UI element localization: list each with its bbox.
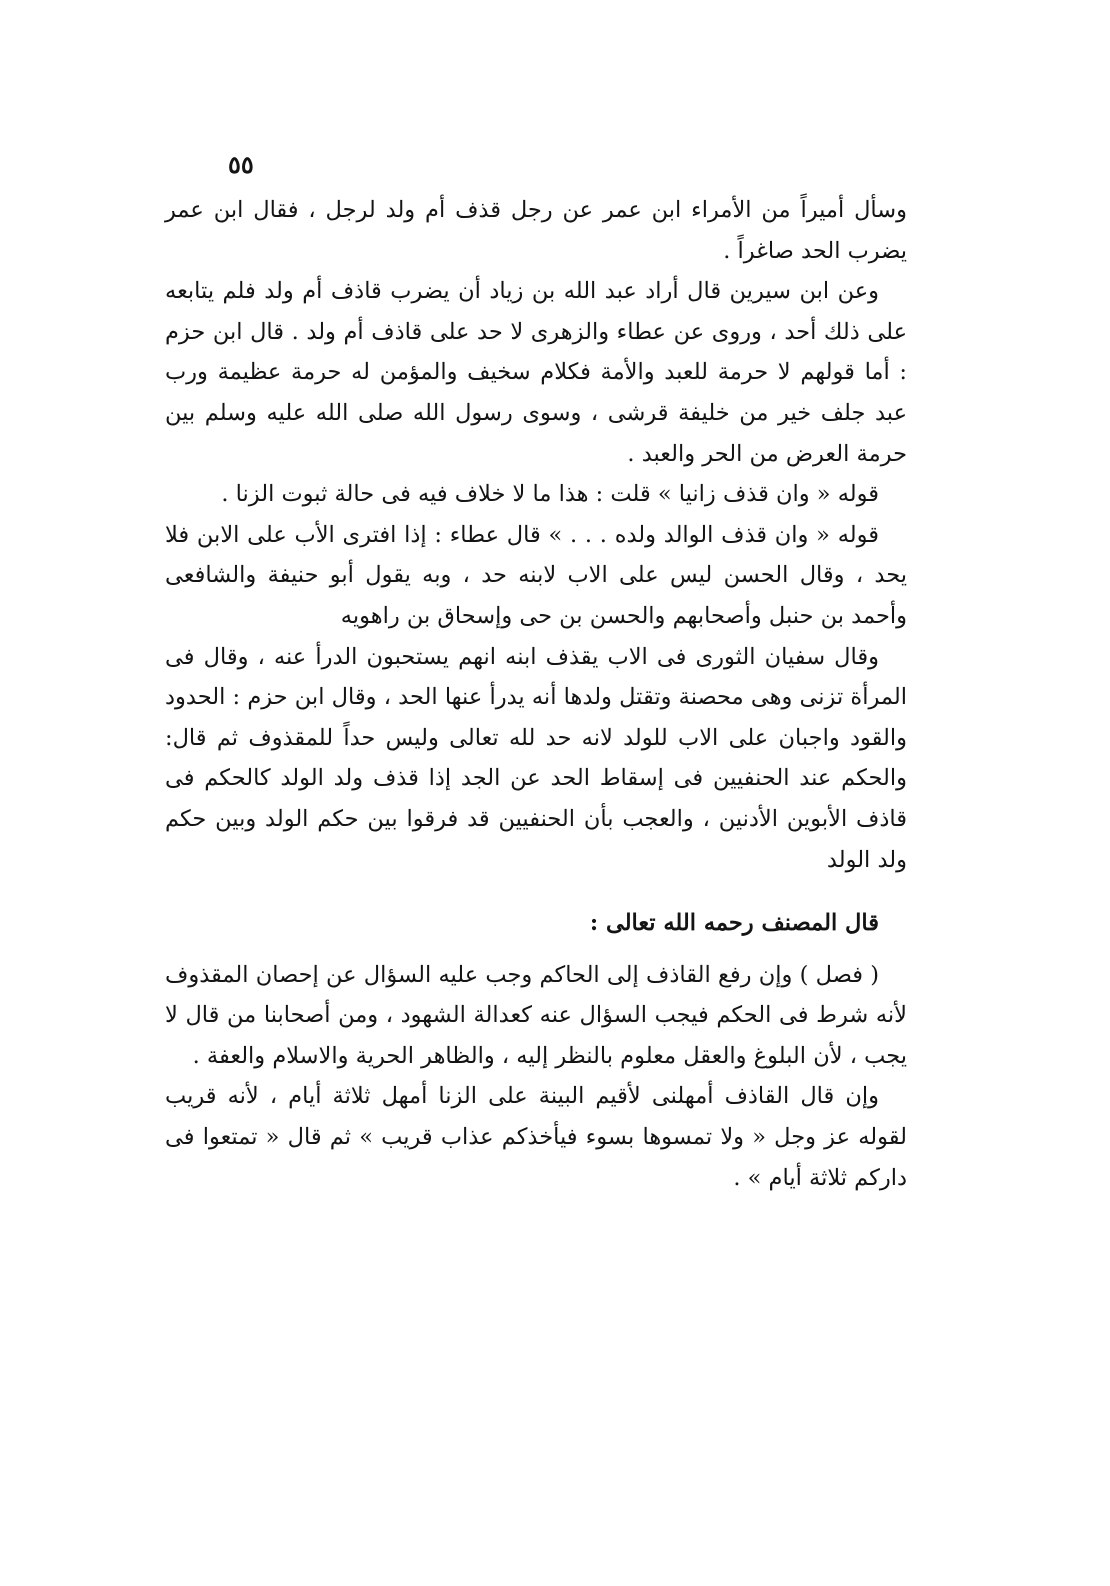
section-heading: قال المصنف رحمه الله تعالى : (589, 910, 879, 937)
paragraph: وإن قال القاذف أمهلنى لأقيم البينة على الزنا أمهل ثلاثة أيام ، لأنه قريب لقوله عز وجل « ولا تمسوها بسوء فيأخذكم عذاب قريب » ثم قال « تمتعوا فى داركم ثلاثة أيام » . (165, 1083, 907, 1191)
paragraph: وقال سفيان الثورى فى الاب يقذف ابنه انهم يستحبون الدرأ عنه ، وقال فى المرأة تزنى وهى محصنة وتقتل ولدها أنه يدرأ عنها الحد ، وقال ابن حزم : الحدود والقود واجبان على الاب للولد لانه حد لله تعالى وليس حداً للمقذوف ثم قال: والحكم عند الحنفيين فى إسقاط الحد عن الجد إذا قذف ولد الولد كالحكم فى قاذف الأبوين الأدنين ، والعجب بأن الحنفيين قد فرقوا بين حكم الولد وبين حكم ولد الولد (165, 643, 908, 873)
page-number: ٥٥ (228, 150, 254, 179)
paragraph: قوله « وان قذف زانيا » قلت : هذا ما لا خلاف فيه فى حالة ثبوت الزنا . (221, 481, 879, 508)
paragraph: قوله « وان قذف الوالد ولده . . . » قال عطاء : إذا افترى الأب على الابن فلا يحد ، وقال الحسن ليس على الاب لابنه حد ، وبه يقول أبو حنيفة والشافعى وأحمد بن حنبل وأصحابهم والحسن بن حى وإسحاق بن راهويه (165, 521, 907, 629)
paragraph: وعن ابن سيرين قال أراد عبد الله بن زياد أن يضرب قاذف أم ولد فلم يتابعه على ذلك أحد ، وروى عن عطاء والزهرى لا حد على قاذف أم ولد . قال ابن حزم : أما قولهم لا حرمة للعبد والأمة فكلام سخيف والمؤمن له حرمة عظيمة ورب عبد جلف خير من خليفة قرشى ، وسوى رسول الله صلى الله عليه وسلم بين حرمة العرض من الحر والعبد . (165, 278, 907, 467)
main-text (165, 190, 907, 1198)
paragraph: وسأل أميراً من الأمراء ابن عمر عن رجل قذف أم ولد لرجل ، فقال ابن عمر يضرب الحد صاغراً . (165, 197, 907, 264)
paragraph: ( فصل ) وإن رفع القاذف إلى الحاكم وجب عليه السؤال عن إحصان المقذوف لأنه شرط فى الحكم فيجب السؤال عنه كعدالة الشهود ، ومن أصحابنا من قال لا يجب ، لأن البلوغ والعقل معلوم بالنظر إليه ، والظاهر الحرية والاسلام والعفة . (165, 961, 907, 1069)
